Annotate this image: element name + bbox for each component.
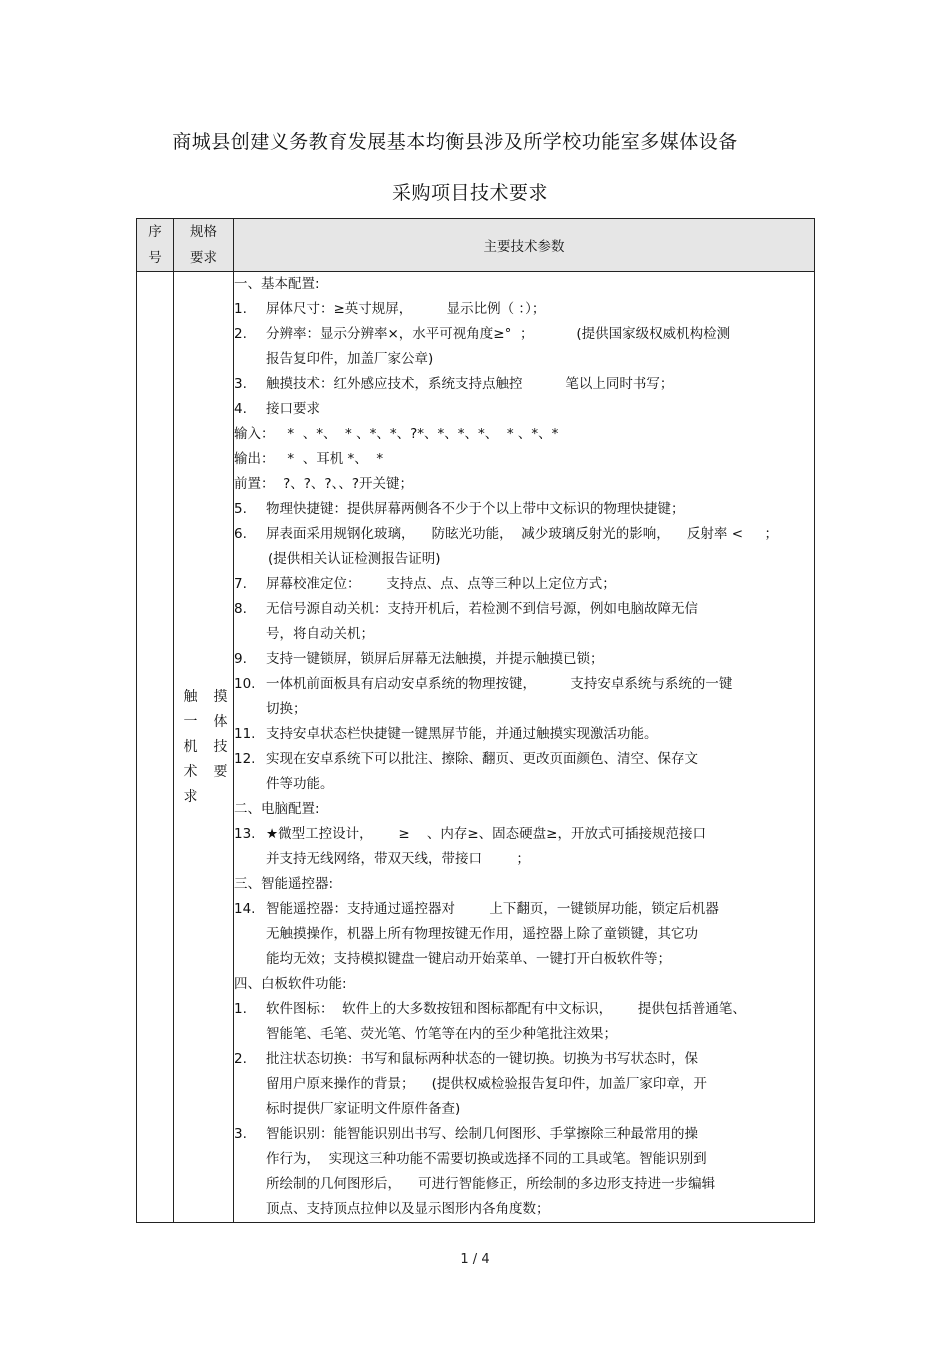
param-text: 智能笔、毛笔、荧光笔、竹笔等在内的至少种笔批注效果；	[266, 1026, 617, 1042]
param-line	[234, 1147, 814, 1172]
param-number: 10.	[234, 676, 256, 692]
param-line	[234, 447, 814, 472]
param-text: 屏幕校准定位： 支持点、点、点等三种以上定位方式；	[266, 576, 616, 592]
param-text: 能均无效；支持模拟键盘一键启动开始菜单、一键打开白板软件等；	[266, 951, 671, 967]
param-line	[234, 672, 814, 697]
param-text: 一体机前面板具有启动安卓系统的物理按键， 支持安卓系统与系统的一键	[266, 676, 733, 692]
param-line	[234, 972, 814, 997]
table-header-row	[137, 219, 815, 272]
param-line	[234, 1072, 814, 1097]
param-text: 实现在安卓系统下可以批注、擦除、翻页、更改页面颜色、清空、保存文	[266, 751, 698, 767]
param-text: 接口要求	[266, 401, 320, 417]
document-title-line1: 商城县创建义务教育发展基本均衡县涉及所学校功能室多媒体设备	[172, 131, 738, 153]
param-text: 分辨率：显示分辨率×，水平可视角度≥° ； (提供国家级权威机构检测	[266, 326, 731, 342]
category-char: 机	[183, 738, 204, 755]
param-line	[234, 997, 814, 1022]
param-line	[234, 747, 814, 772]
param-line	[234, 522, 814, 547]
param-text: 屏表面采用规钢化玻璃， 防眩光功能， 减少玻璃反射光的影响， 反射率 < ；	[266, 526, 778, 542]
header-spec	[174, 219, 234, 272]
param-number: 3.	[234, 1126, 247, 1142]
param-text: 号，将自动关机；	[266, 626, 374, 642]
param-text: 留用户原来操作的背景； (提供权威检验报告复印件，加盖厂家印章，开	[266, 1076, 707, 1092]
param-line	[234, 797, 814, 822]
header-seq	[137, 219, 174, 272]
param-text: 顶点、支持顶点拉伸以及显示图形内各角度数；	[266, 1201, 550, 1217]
page-number: 1 / 4	[460, 1252, 490, 1267]
header-spec-line1: 规格	[190, 224, 217, 240]
param-text: 支持安卓状态栏快捷键一键黑屏节能，并通过触摸实现激活功能。	[266, 726, 658, 742]
category-char: 求	[183, 788, 198, 805]
param-text: 所绘制的几何图形后， 可进行智能修正，所绘制的多边形支持进一步编辑	[266, 1176, 716, 1192]
category-char: 要	[213, 763, 228, 780]
param-line	[234, 1097, 814, 1122]
seq-cell	[137, 272, 174, 1223]
param-line	[234, 472, 814, 497]
param-number: 9.	[234, 651, 247, 667]
table-row	[137, 272, 815, 1223]
param-text: 前置： ?、?、?、、?开关键；	[234, 476, 413, 492]
header-seq-line1: 序	[148, 224, 162, 240]
header-spec-line2: 要求	[190, 250, 217, 266]
param-line	[234, 822, 814, 847]
param-text: 切换；	[266, 701, 307, 717]
param-line	[234, 1197, 814, 1222]
param-text: 报告复印件，加盖厂家公章)	[266, 351, 434, 367]
param-text: 三、智能遥控器:	[234, 876, 334, 892]
param-line	[234, 947, 814, 972]
param-text: 四、白板软件功能:	[234, 976, 347, 992]
param-line	[234, 1022, 814, 1047]
param-number: 3.	[234, 376, 247, 392]
param-line	[234, 697, 814, 722]
category-char: 摸	[213, 688, 228, 705]
param-text: 支持一键锁屏，锁屏后屏幕无法触摸，并提示触摸已锁；	[266, 651, 604, 667]
param-line	[234, 572, 814, 597]
param-number: 11.	[234, 726, 256, 742]
param-text: 输入： * 、*、 * 、*、*、?*、*、*、*、 * 、*、*	[234, 426, 559, 442]
param-line	[234, 297, 814, 322]
param-text: 软件图标： 软件上的大多数按钮和图标都配有中文标识， 提供包括普通笔、	[266, 1001, 746, 1017]
param-text: 屏体尺寸：≥英寸规屏， 显示比例（ ：）；	[266, 301, 546, 317]
param-line	[234, 847, 814, 872]
param-number: 1.	[234, 301, 247, 317]
param-text: (提供相关认证检测报告证明)	[268, 551, 441, 567]
header-seq-line2: 号	[148, 250, 162, 266]
param-text: 智能识别：能智能识别出书写、绘制几何图形、手掌擦除三种最常用的操	[266, 1126, 698, 1142]
param-number: 6.	[234, 526, 247, 542]
category-cell	[174, 272, 234, 1223]
param-text: 批注状态切换：书写和鼠标两种状态的一键切换。切换为书写状态时，保	[266, 1051, 698, 1067]
param-line	[234, 1172, 814, 1197]
param-line	[234, 647, 814, 672]
param-line	[234, 1047, 814, 1072]
param-text: 并支持无线网络，带双天线，带接口 ；	[266, 851, 530, 867]
param-number: 13.	[234, 826, 256, 842]
param-text: 无信号源自动关机：支持开机后，若检测不到信号源，例如电脑故障无信	[266, 601, 698, 617]
param-lines	[234, 272, 814, 1222]
param-text: 无触摸操作，机器上所有物理按键无作用，遥控器上除了童锁键，其它功	[266, 926, 698, 942]
param-line	[234, 622, 814, 647]
param-number: 4.	[234, 401, 247, 417]
param-text: 标时提供厂家证明文件原件备查)	[266, 1101, 461, 1117]
param-line	[234, 772, 814, 797]
param-line	[234, 422, 814, 447]
param-text: 触摸技术：红外感应技术，系统支持点触控 笔以上同时书写；	[266, 376, 674, 392]
param-text: 智能遥控器：支持通过遥控器对 上下翻页，一键锁屏功能，锁定后机器	[266, 901, 719, 917]
params-cell	[234, 272, 815, 1223]
param-line	[234, 597, 814, 622]
param-line	[234, 922, 814, 947]
param-number: 2.	[234, 1051, 247, 1067]
param-line	[234, 497, 814, 522]
category-char: 体	[213, 713, 228, 730]
param-line	[234, 322, 814, 347]
param-number: 8.	[234, 601, 247, 617]
param-number: 14.	[234, 901, 256, 917]
param-number: 2.	[234, 326, 247, 342]
document-title-line2: 采购项目技术要求	[391, 182, 548, 204]
spec-table	[136, 218, 815, 1223]
param-text: 二、电脑配置:	[234, 801, 320, 817]
category-char: 一	[183, 713, 204, 730]
param-text: 物理快捷键：提供屏幕两侧各不少于个以上带中文标识的物理快捷键；	[266, 501, 685, 517]
param-line	[234, 872, 814, 897]
param-text: 作行为， 实现这三种功能不需要切换或选择不同的工具或笔。智能识别到	[266, 1151, 707, 1167]
category-label	[180, 685, 228, 810]
param-line	[234, 547, 814, 572]
param-line	[234, 722, 814, 747]
param-line	[234, 372, 814, 397]
param-text: 件等功能。	[266, 776, 334, 792]
param-number: 1.	[234, 1001, 247, 1017]
category-char: 术	[183, 763, 204, 780]
param-line	[234, 272, 814, 297]
category-char: 技	[213, 738, 228, 755]
param-number: 5.	[234, 501, 247, 517]
param-line	[234, 397, 814, 422]
category-char: 触	[183, 688, 204, 705]
param-line	[234, 897, 814, 922]
param-number: 12.	[234, 751, 256, 767]
param-line	[234, 1122, 814, 1147]
param-line	[234, 347, 814, 372]
param-text: ★微型工控设计， ≥ 、内存≥、固态硬盘≥，开放式可插接规范接口	[266, 826, 706, 842]
param-number: 7.	[234, 576, 247, 592]
param-text: 一、基本配置:	[234, 276, 320, 292]
param-text: 输出： * 、耳机 *、 *	[234, 451, 384, 467]
header-params: 主要技术参数	[234, 219, 815, 272]
